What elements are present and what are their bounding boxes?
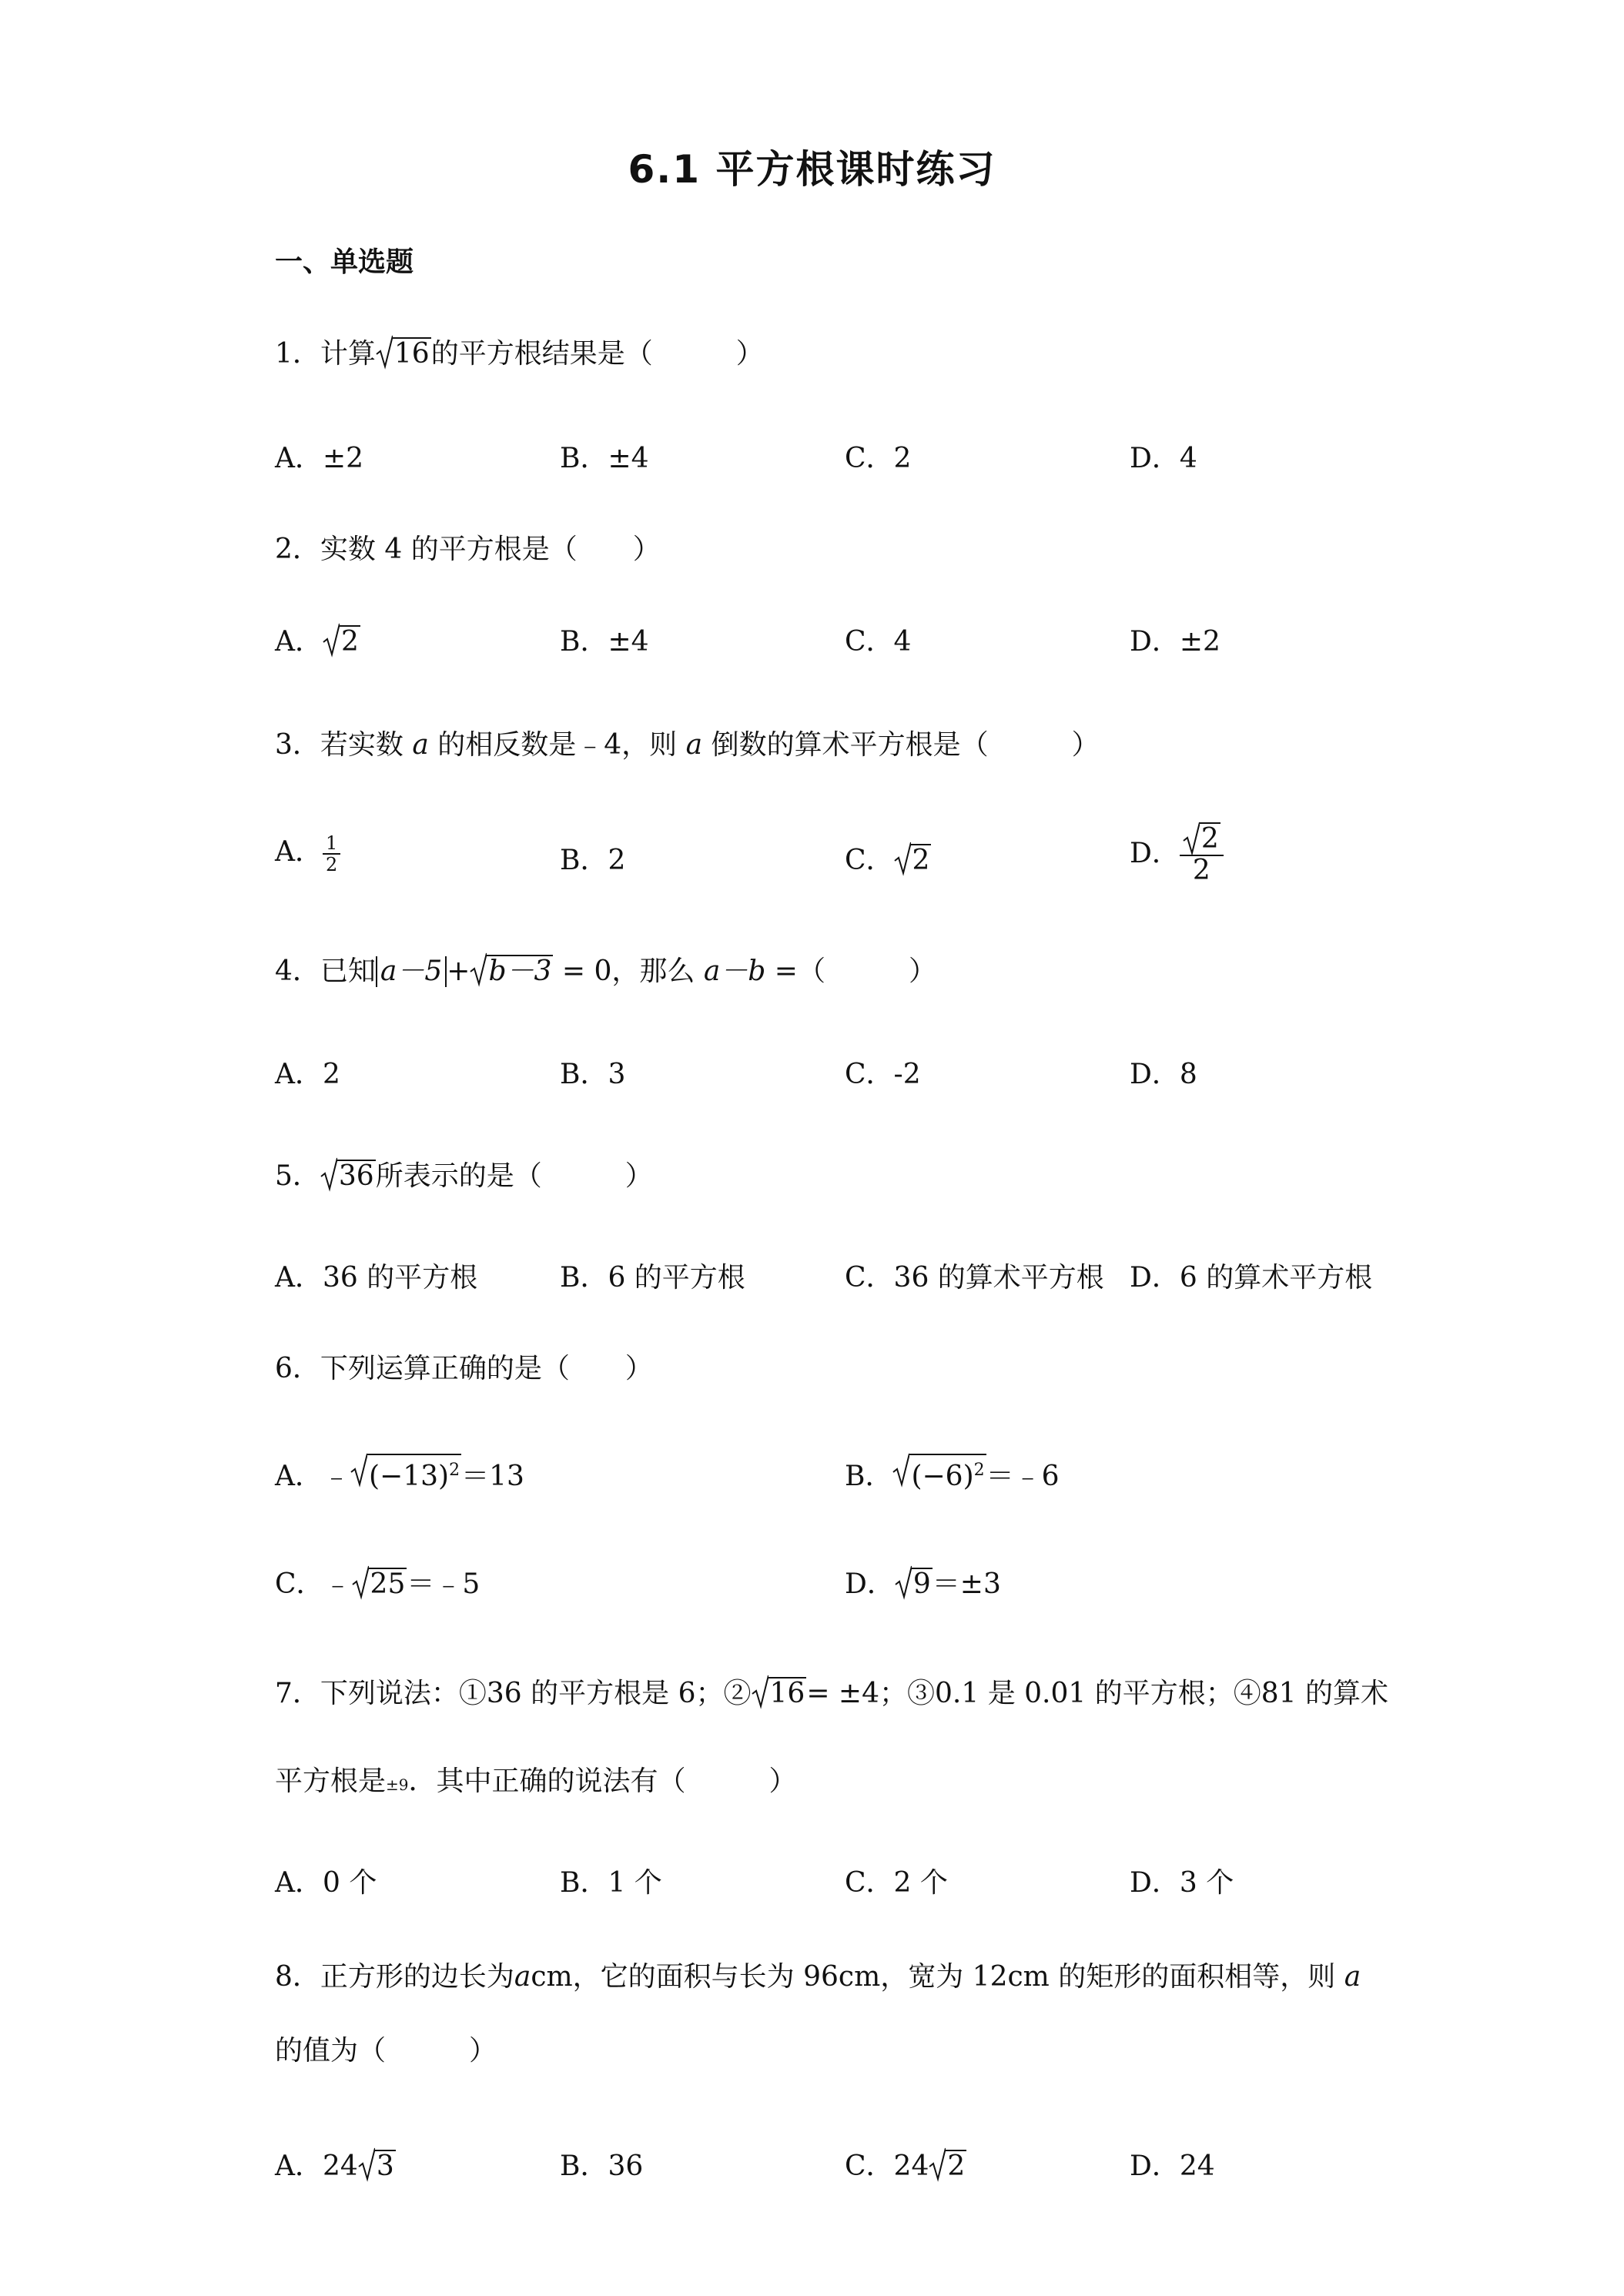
option-c: C． 2 — [845, 842, 931, 879]
sqrt-expression: 16 — [376, 336, 431, 373]
radical-sign-icon — [752, 1672, 768, 1709]
sqrt-expression: 16 — [752, 1675, 807, 1712]
option-c: C．-2 — [845, 1059, 921, 1090]
radical-sign-icon — [358, 2145, 375, 2182]
sqrt-expression: 2 — [894, 842, 932, 879]
radical-sign-icon — [1183, 819, 1200, 856]
option-b: B．3 — [560, 1059, 626, 1090]
radical-sign-icon — [895, 1563, 912, 1600]
option-c: C．4 — [845, 626, 912, 658]
sqrt-expression: 2 — [929, 2148, 966, 2185]
option-b: B．36 — [560, 2150, 644, 2182]
sqrt-expression: 9 — [895, 1566, 933, 1603]
option-c: C．2 — [845, 443, 912, 474]
radical-sign-icon — [323, 621, 340, 658]
radical-sign-icon — [320, 1155, 337, 1192]
sqrt-expression: 25 — [352, 1566, 407, 1603]
sqrt-expression: 2 — [1183, 822, 1221, 855]
radical-sign-icon — [929, 2145, 946, 2182]
option-b: B．±4 — [560, 626, 649, 658]
option-d: D．3 个 — [1130, 1867, 1234, 1899]
fraction: $\frac{1}{2}$ — [323, 833, 340, 875]
radical-sign-icon — [470, 950, 487, 987]
option-a: A． 2 — [275, 624, 360, 661]
option-c: C．36 的算术平方根 — [845, 1262, 1104, 1294]
option-a: A．﹣ $(-13)^2=13$ — [275, 1454, 524, 1495]
question-text: 的平方根结果是（ ） — [430, 338, 764, 370]
radical-sign-icon — [376, 333, 393, 370]
option-b: B． $(-6)^2=﹣6$ — [845, 1454, 1060, 1495]
question-7-line-2: 平方根是±9．其中正确的说法有（ ） — [275, 1766, 797, 1797]
option-a: A．36 的平方根 — [275, 1262, 478, 1294]
fraction: $\frac{2}{2}$ — [1180, 822, 1224, 885]
question-7: 7．下列说法：①36 的平方根是 6；② 16= ±4；③0.1 是 0.01 的平方根；④81 的算术 — [275, 1675, 1388, 1712]
option-b: B．±4 — [560, 443, 649, 474]
option-b: B．6 的平方根 — [560, 1262, 745, 1294]
radical-sign-icon — [894, 839, 911, 876]
option-d: D．±2 — [1130, 626, 1221, 658]
sqrt-expression: b－3 — [470, 953, 553, 990]
option-d: D． $\frac{2}{2}$ — [1130, 822, 1224, 885]
question-8-line-2: 的值为（ ） — [275, 2035, 497, 2067]
sqrt-expression: $(-13)^2$ — [350, 1454, 461, 1495]
question-3: 3．若实数 a 的相反数是﹣4，则 a 倒数的算术平方根是（ ） — [275, 729, 1100, 761]
option-d: D．6 的算术平方根 — [1130, 1262, 1373, 1294]
option-c: C．24 2 — [845, 2148, 966, 2185]
page-title: 6.1 平方根课时练习 — [628, 147, 996, 192]
option-a: A．24 3 — [275, 2148, 396, 2185]
option-d: D．24 — [1130, 2150, 1215, 2182]
option-a: A．2 — [275, 1059, 340, 1090]
question-1 — [275, 336, 764, 373]
option-d: D．8 — [1130, 1059, 1197, 1090]
question-2: 2．实数 4 的平方根是（ ） — [275, 534, 661, 565]
option-a: A．0 个 — [275, 1867, 377, 1899]
sqrt-expression: 3 — [358, 2148, 396, 2185]
question-4: 4．已知 a－5 + b－3 = 0，那么 a－b =（ ） — [275, 953, 936, 990]
section-heading: 一、单选题 — [275, 246, 414, 278]
option-c: C．2 个 — [845, 1867, 948, 1899]
radical-sign-icon — [352, 1563, 369, 1600]
sqrt-expression: 36 — [320, 1158, 376, 1195]
option-a: A． $\frac{1}{2}$ — [275, 833, 340, 875]
question-5: 5． 36所表示的是（ ） — [275, 1158, 653, 1195]
sqrt-expression: $(-6)^2$ — [892, 1454, 986, 1495]
question-6: 6．下列运算正确的是（ ） — [275, 1353, 653, 1384]
absolute-value: a－5 — [376, 956, 447, 987]
option-b: B．1 个 — [560, 1867, 662, 1899]
option-c: C．﹣ 25＝﹣5 — [275, 1566, 480, 1603]
question-8: 8．正方形的边长为acm，它的面积与长为 96cm，宽为 12cm 的矩形的面积相等，则 a — [275, 1961, 1361, 1993]
radical-sign-icon — [892, 1451, 909, 1488]
question-number: 1．计算 — [275, 338, 376, 370]
option-b: B．2 — [560, 845, 626, 876]
option-d: D．4 — [1130, 443, 1197, 474]
sqrt-expression: 2 — [323, 624, 360, 661]
radical-sign-icon — [350, 1451, 367, 1488]
option-d: D． 9＝±3 — [845, 1566, 1001, 1603]
option-a: A．±2 — [275, 443, 364, 474]
